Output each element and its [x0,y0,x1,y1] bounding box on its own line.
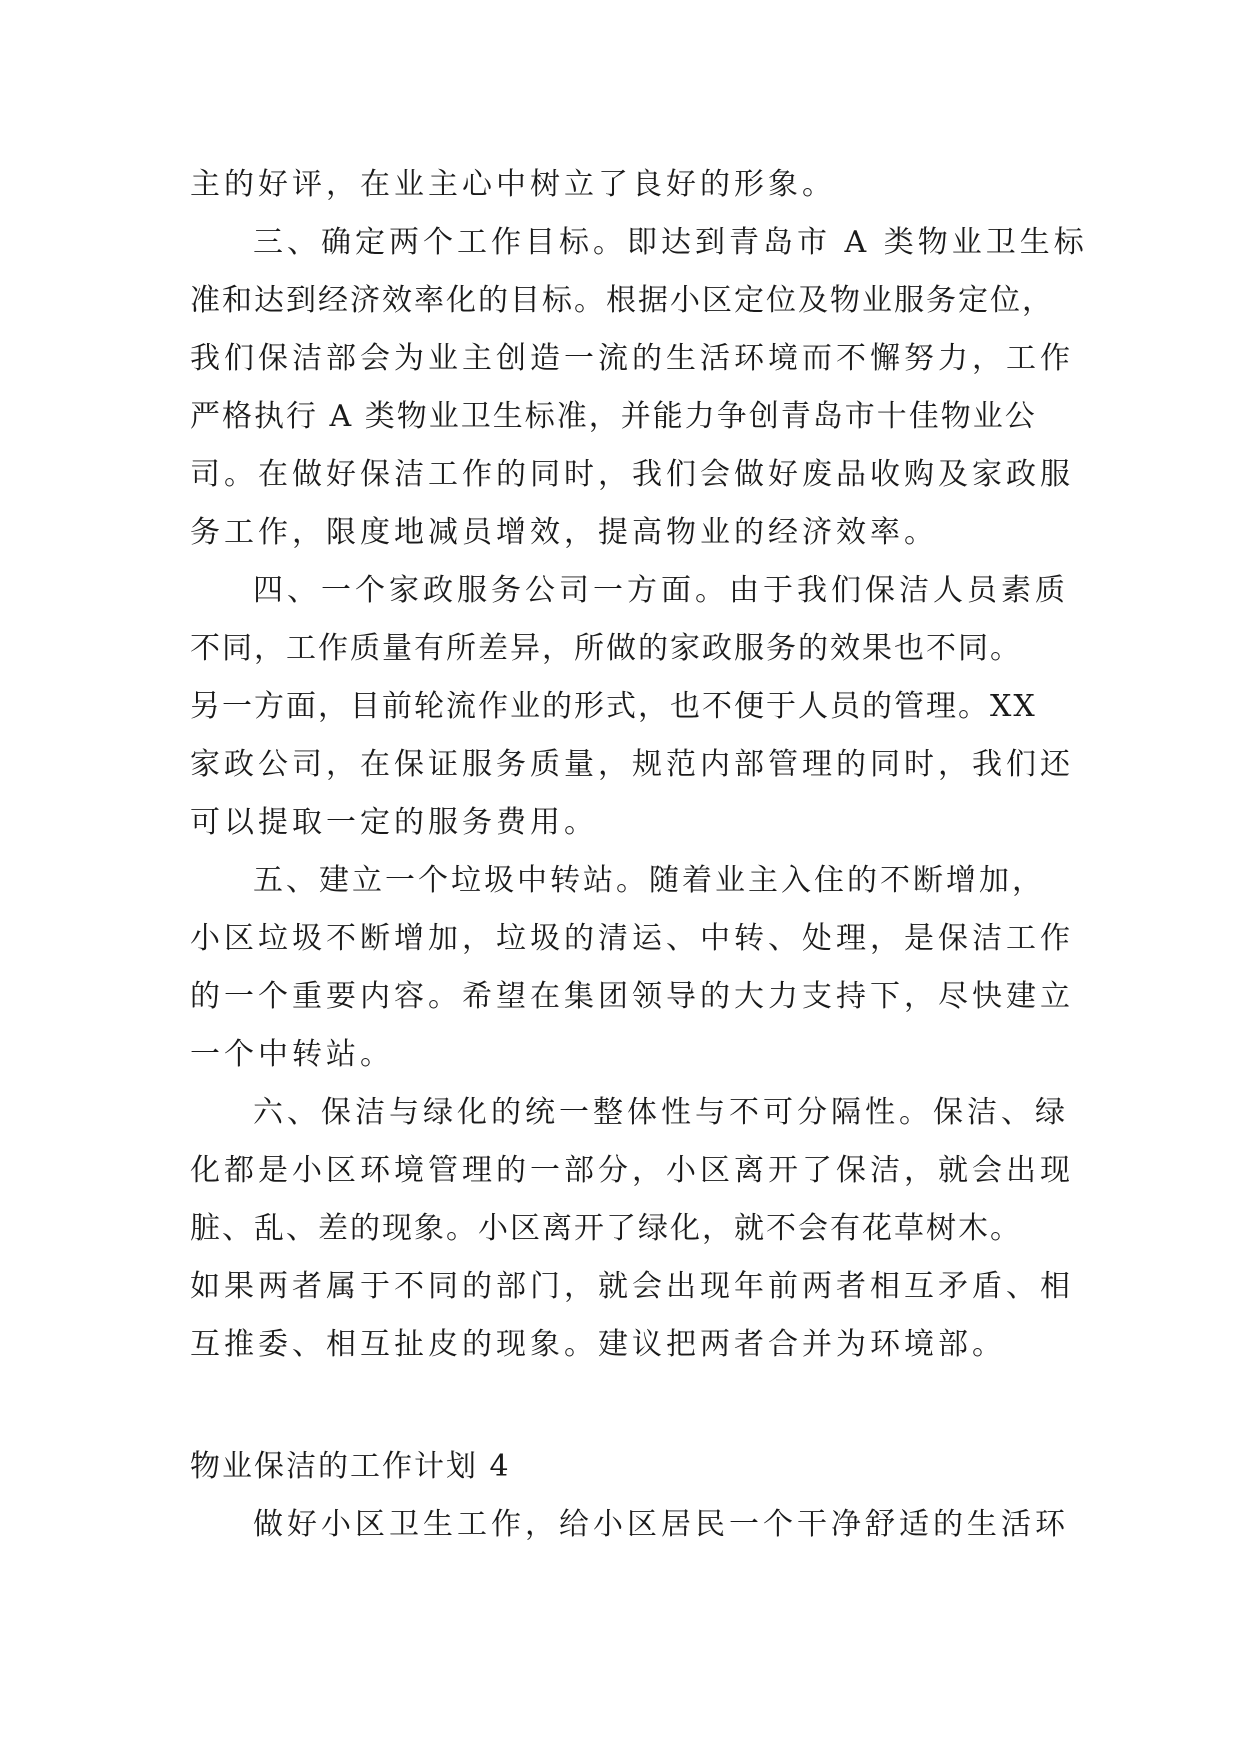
paragraph-line: 务工作，限度地减员增效，提高物业的经济效率。 [190,515,938,550]
paragraph-line: 可以提取一定的服务费用。 [190,805,598,840]
paragraph-line: 另一方面，目前轮流作业的形式，也不便于人员的管理。XX [190,689,1037,724]
paragraph-line: 脏、乱、差的现象。小区离开了绿化，就不会有花草树木。 [190,1211,1022,1246]
paragraph-line: 司。在做好保洁工作的同时，我们会做好废品收购及家政服 [190,457,1074,492]
paragraph-line: 如果两者属于不同的部门，就会出现年前两者相互矛盾、相 [190,1269,1074,1304]
paragraph-line: 做好小区卫生工作，给小区居民一个干净舒适的生活环 [253,1507,1069,1542]
paragraph-line: 主的好评，在业主心中树立了良好的形象。 [190,167,836,202]
paragraph-line: 家政公司，在保证服务质量，规范内部管理的同时，我们还 [190,747,1074,782]
paragraph-line: 五、建立一个垃圾中转站。随着业主入住的不断增加， [253,863,1045,898]
paragraph-line: 六、保洁与绿化的统一整体性与不可分隔性。保洁、绿 [253,1095,1069,1130]
paragraph-line: 小区垃圾不断增加，垃圾的清运、中转、处理，是保洁工作 [190,921,1074,956]
paragraph-line: 的一个重要内容。希望在集团领导的大力支持下，尽快建立 [190,979,1074,1014]
paragraph-line: 严格执行 A 类物业卫生标准，并能力争创青岛市十佳物业公 [190,399,1037,434]
section-title: 物业保洁的工作计划 4 [190,1449,511,1484]
paragraph-line: 化都是小区环境管理的一部分，小区离开了保洁，就会出现 [190,1153,1074,1188]
paragraph-line: 不同，工作质量有所差异，所做的家政服务的效果也不同。 [190,631,1022,666]
paragraph-line: 四、一个家政服务公司一方面。由于我们保洁人员素质 [253,573,1069,608]
paragraph-line: 一个中转站。 [190,1037,394,1072]
paragraph-line: 三、确定两个工作目标。即达到青岛市 A 类物业卫生标 [253,225,1088,260]
paragraph-line: 互推委、相互扯皮的现象。建议把两者合并为环境部。 [190,1327,1006,1362]
paragraph-line: 准和达到经济效率化的目标。根据小区定位及物业服务定位， [190,283,1054,318]
paragraph-line: 我们保洁部会为业主创造一流的生活环境而不懈努力，工作 [190,341,1074,376]
